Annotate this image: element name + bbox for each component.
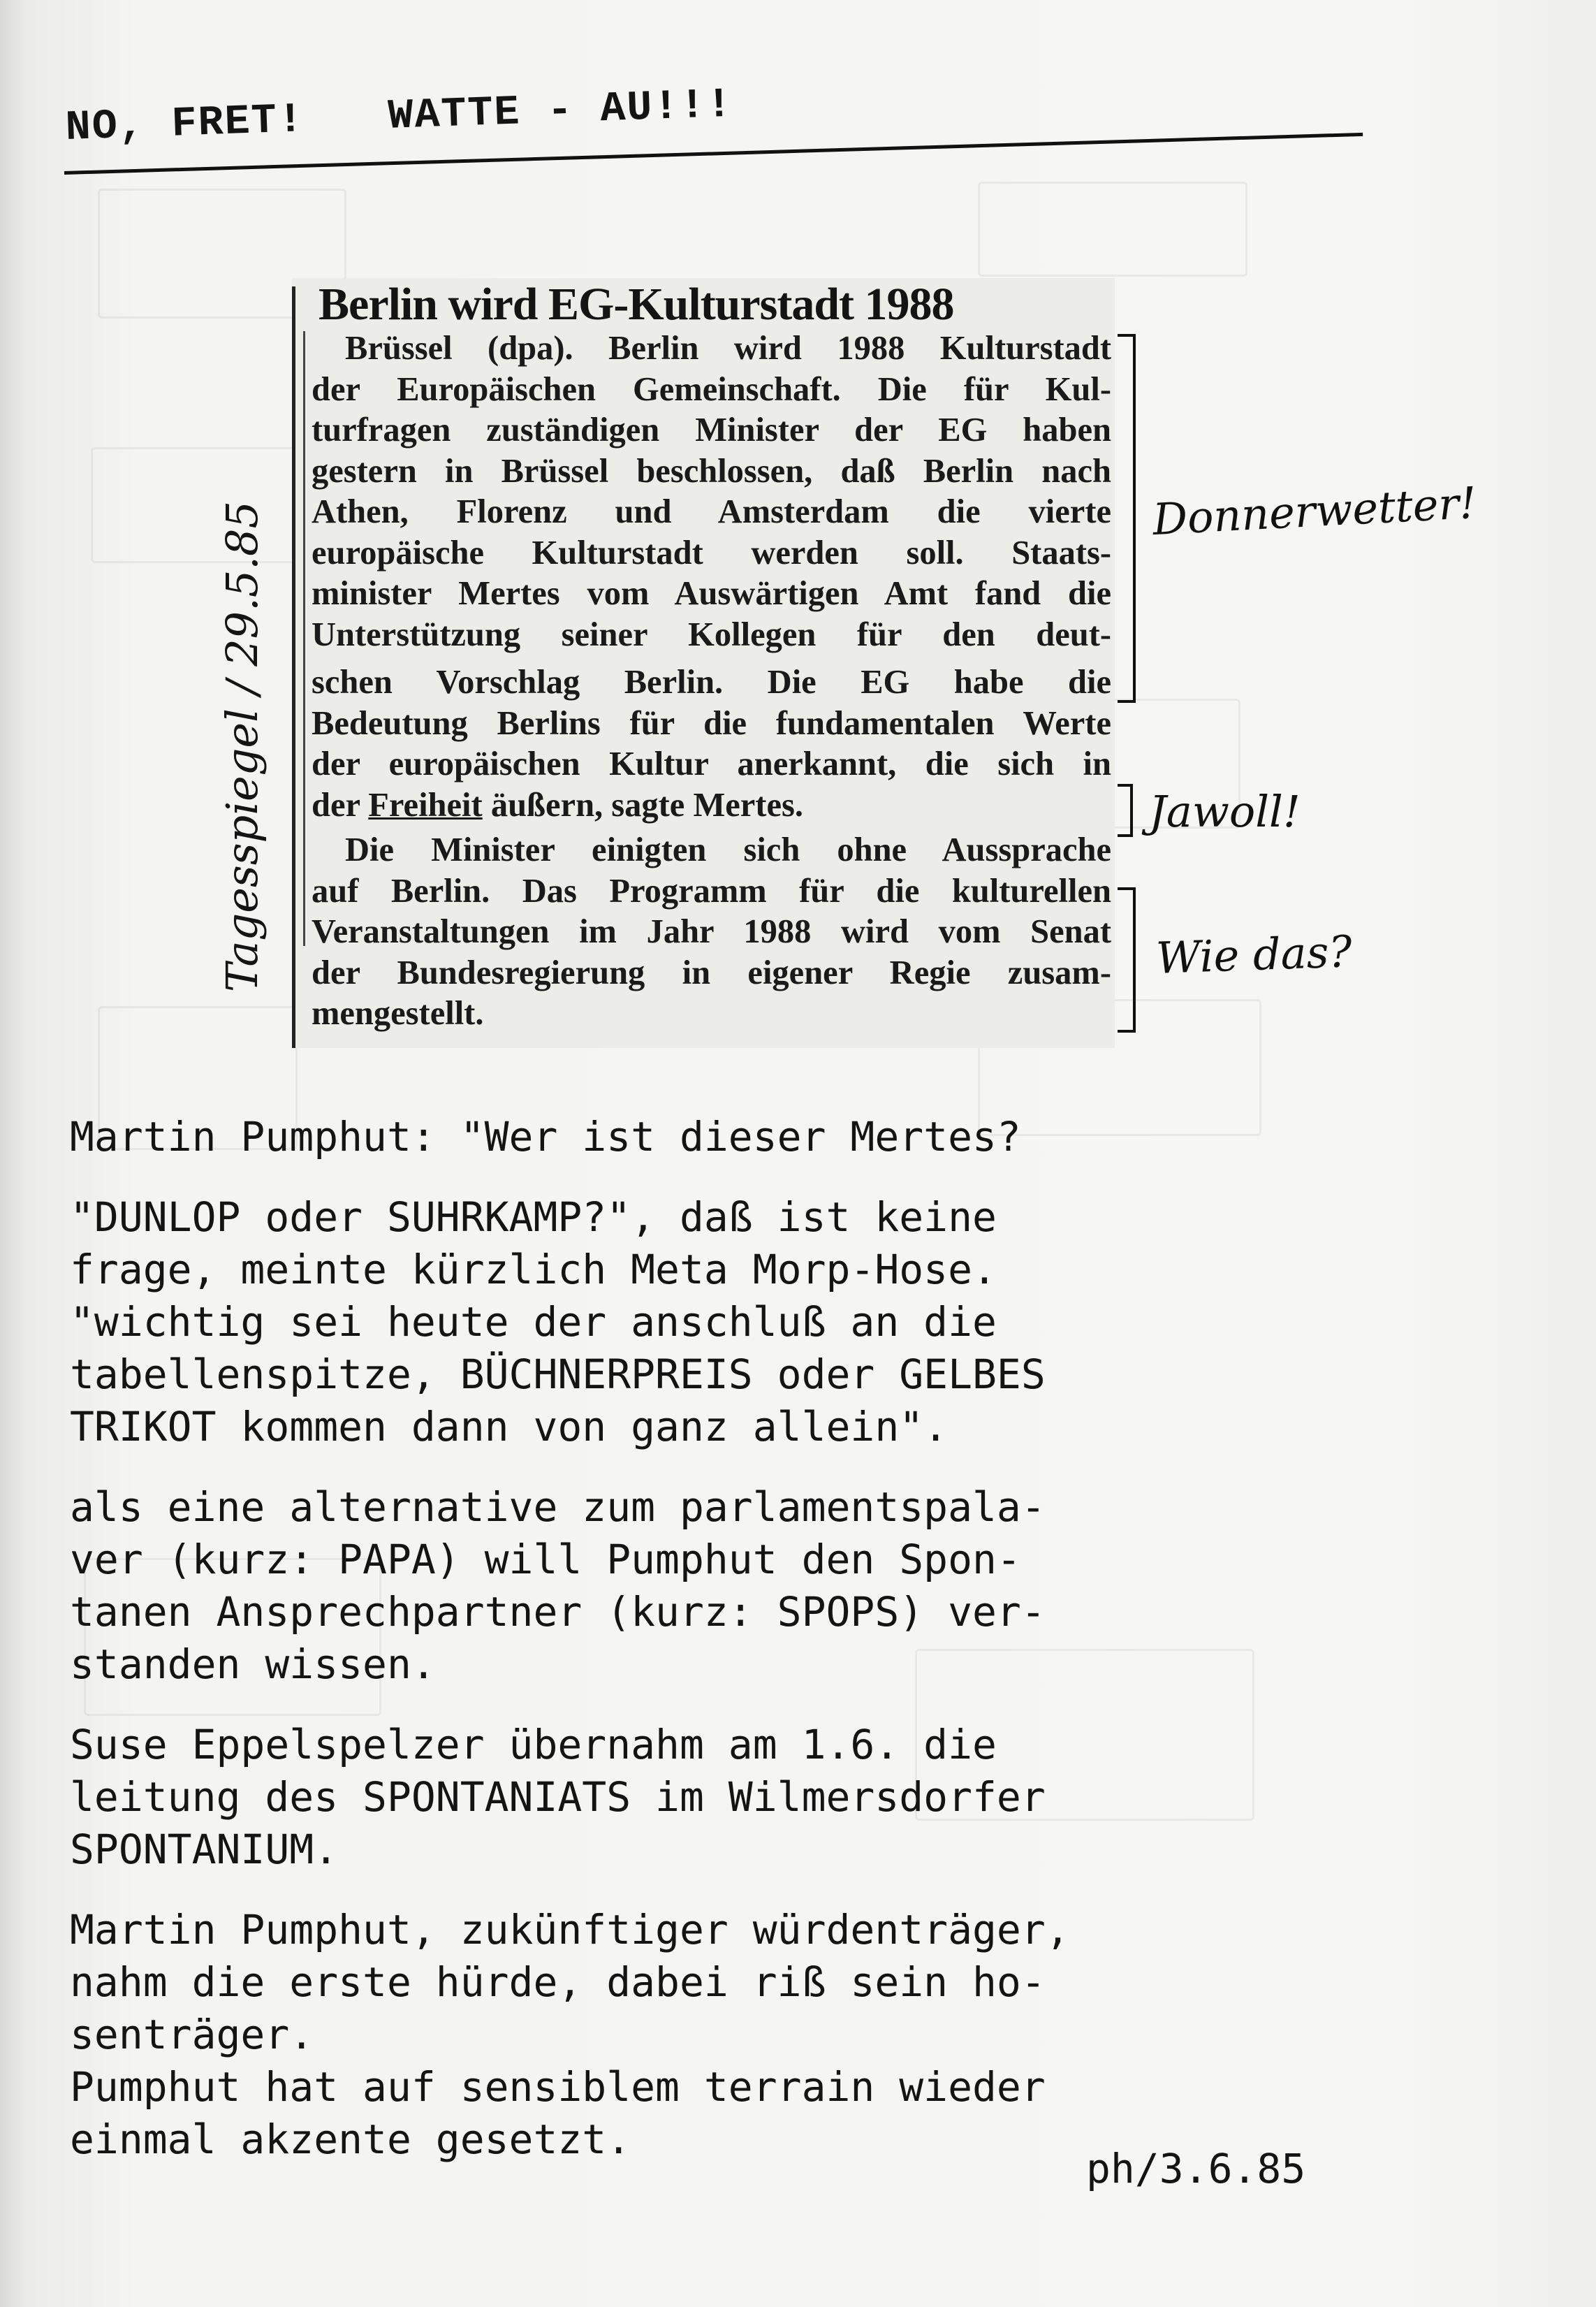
handwritten-note-jawoll: Jawoll! — [1149, 786, 1301, 837]
clipping-line: Veranstaltungen im Jahr 1988 wird vom Senat — [312, 913, 1111, 950]
show-through-box — [978, 182, 1247, 277]
clipping-column-rule — [303, 331, 305, 946]
signature-date: ph/3.6.85 — [1086, 2145, 1306, 2192]
handwritten-bracket — [1118, 887, 1136, 1033]
clipping-line: der Europäischen Gemeinschaft. Die für Kul- — [312, 370, 1111, 408]
clipping-line: der Bundesregierung in eigener Regie zusam- — [312, 954, 1111, 991]
clipping-edge — [292, 286, 295, 1048]
underlined-word-freiheit: Freiheit — [368, 786, 483, 824]
handwritten-bracket — [1118, 784, 1133, 837]
handwritten-note-donnerwetter: Donnerwetter! — [1151, 476, 1478, 546]
clipping-line: der europäischen Kultur anerkannt, die sich in — [312, 745, 1111, 783]
handwritten-source-date: Tagesspiegel / 29.5.85 — [217, 501, 268, 992]
clipping-line: turfragen zuständigen Minister der EG haben — [312, 412, 1111, 449]
clipping-line: Bedeutung Berlins für die fundamentalen Werte — [312, 704, 1111, 742]
body-paragraph: "DUNLOP oder SUHRKAMP?", daß ist keine frage, meinte kürzlich Meta Morp-Hose. "wichtig sei heute der anschluß an die tabellenspitze, BÜCHNERPREIS oder GELBES TRIKOT kommen dann von ganz allein". — [70, 1193, 1046, 1450]
show-through-box — [91, 447, 305, 563]
header-title — [65, 82, 734, 152]
clipping-word: äußern, sagte Mertes. — [490, 786, 803, 824]
clipping-line: minister Mertes vom Auswärtigen Amt fand die — [312, 575, 1111, 612]
clipping-line: Athen, Florenz und Amsterdam die vierte — [312, 493, 1111, 530]
body-paragraph: Martin Pumphut: "Wer ist dieser Mertes? — [70, 1113, 1021, 1160]
clipping-word: der — [312, 786, 360, 824]
typed-body — [70, 1111, 1537, 2194]
clipping-line: europäische Kulturstadt werden soll. Staats- — [312, 534, 1111, 572]
body-paragraph: Suse Eppelspelzer übernahm am 1.6. die leitung des SPONTANIATS im Wilmersdorfer SPONTANIUM. — [70, 1721, 1046, 1873]
newspaper-clipping — [292, 278, 1115, 1048]
handwritten-note-wie-das: Wie das? — [1155, 926, 1353, 984]
body-paragraph: als eine alternative zum parlamentspala- ver (kurz: PAPA) will Pumphut den Spon- tanen Ansprechpartner (kurz: SPOPS) ver- standen wissen. — [70, 1483, 1046, 1688]
clipping-line: Brüssel (dpa). Berlin wird 1988 Kulturstadt — [345, 330, 1111, 367]
header-left: NO, FRET! — [64, 96, 305, 152]
clipping-body — [312, 328, 1111, 1035]
body-paragraph: Martin Pumphut, zukünftiger würdenträger, nahm die erste hürde, dabei riß sein ho- senträger. Pumphut hat auf sensiblem terrain wieder einmal akzente gesetzt. — [70, 1906, 1070, 2163]
clipping-title: Berlin wird EG-Kulturstadt 1988 — [319, 279, 954, 330]
clipping-line — [312, 785, 1111, 827]
clipping-line: Unterstützung seiner Kollegen für den deut- — [312, 616, 1111, 653]
clipping-line: mengestellt. — [312, 995, 484, 1032]
clipping-line: schen Vorschlag Berlin. Die EG habe die — [312, 664, 1111, 701]
clipping-line: gestern in Brüssel beschlossen, daß Berlin nach — [312, 452, 1111, 490]
clipping-line: Die Minister einigten sich ohne Aussprache — [345, 831, 1111, 868]
clipping-line: auf Berlin. Das Programm für die kulturellen — [312, 872, 1111, 910]
handwritten-bracket — [1118, 334, 1136, 703]
header-right: WATTE - AU!!! — [387, 81, 734, 141]
